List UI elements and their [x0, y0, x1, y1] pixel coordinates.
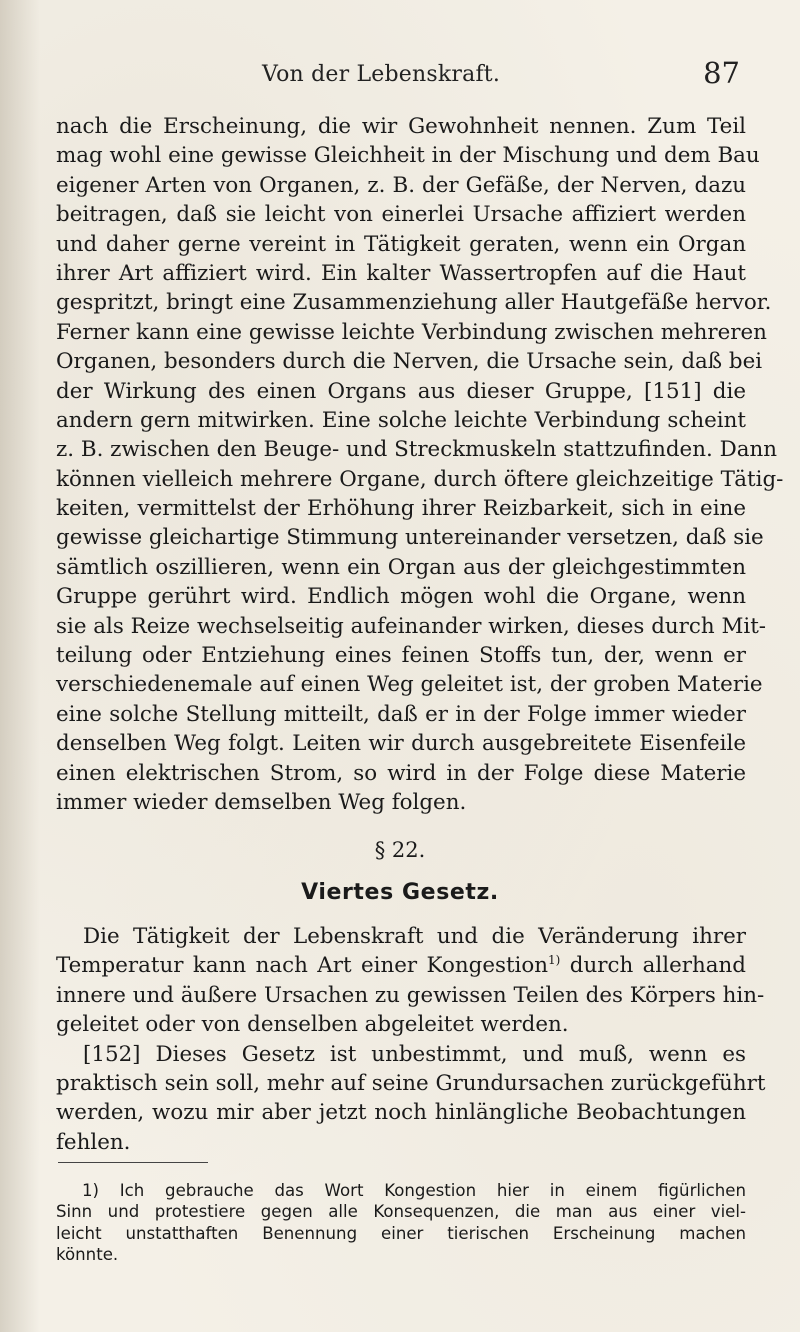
paragraph-continuation	[56, 112, 784, 817]
text-line: ihrer Art affiziert wird. Ein kalter Wassertropfen auf die Haut	[56, 260, 746, 286]
text-line: eigener Arten von Organen, z. B. der Gefäße, der Nerven, dazu	[56, 172, 746, 198]
text-line: Ferner kann eine gewisse leichte Verbindung zwischen mehreren	[56, 319, 767, 345]
footnote-divider	[58, 1162, 208, 1163]
text-line: werden, wozu mir aber jetzt noch hinlängliche Beobachtungen	[56, 1100, 746, 1126]
text-line: Organen, besonders durch die Nerven, die Ursache sein, daß bei	[56, 349, 763, 375]
running-head-title: Von der Lebenskraft.	[262, 62, 501, 87]
section-title: Viertes Gesetz.	[301, 880, 499, 905]
footnote	[56, 1180, 746, 1266]
text-line: sie als Reize wechselseitig aufeinander wirken, dieses durch Mit-	[56, 613, 767, 639]
text-line: Gruppe gerührt wird. Endlich mögen wohl die Organe, wenn	[56, 584, 746, 610]
text-line: beitragen, daß sie leicht von einerlei Ursache affiziert werden	[56, 202, 746, 228]
text-fragment: durch allerhand	[560, 953, 746, 979]
text-line: sämtlich oszillieren, wenn ein Organ aus der gleichgestimmten	[56, 554, 746, 580]
text-line: und daher gerne vereint in Tätigkeit geraten, wenn ein Organ	[56, 231, 746, 257]
text-line: gewisse gleichartige Stimmung untereinander versetzen, daß sie	[56, 525, 764, 551]
footnote-reference[interactable]: 1)	[548, 953, 561, 968]
text-line: immer wieder demselben Weg folgen.	[56, 789, 467, 815]
text-line: geleitet oder von denselben abgeleitet werden.	[56, 1012, 569, 1038]
text-line: praktisch sein soll, mehr auf seine Grundursachen zurückgeführt	[56, 1070, 766, 1096]
footnote-line: Sinn und protestiere gegen alle Konsequenzen, die man aus einer viel-	[56, 1202, 746, 1222]
text-line: andern gern mitwirken. Eine solche leichte Verbindung scheint	[56, 407, 746, 433]
text-line: können vielleich mehrere Organe, durch öftere gleichzeitige Tätig-	[56, 466, 784, 492]
text-line: mag wohl eine gewisse Gleichheit in der Mischung und dem Bau	[56, 143, 760, 169]
text-line: innere und äußere Ursachen zu gewissen Teilen des Körpers hin-	[56, 982, 765, 1008]
text-line: z. B. zwischen den Beuge- und Streckmuskeln stattzufinden. Dann	[56, 437, 778, 463]
footnote-line: könnte.	[56, 1245, 119, 1265]
running-head	[60, 56, 740, 102]
text-line: gespritzt, bringt eine Zusammenziehung aller Hautgefäße hervor.	[56, 290, 772, 316]
text-line: eine solche Stellung mitteilt, daß er in der Folge immer wieder	[56, 701, 746, 727]
text-line: [152] Dieses Gesetz ist unbestimmt, und muß, wenn es	[83, 1041, 746, 1067]
footnote-line: 1) Ich gebrauche das Wort Kongestion hier in einem figürlichen	[82, 1181, 746, 1200]
text-line: einen elektrischen Strom, so wird in der Folge diese Materie	[56, 760, 746, 786]
footnote-line: leicht unstatthaften Benennung einer tierischen Erscheinung machen	[56, 1223, 746, 1243]
text-line: nach die Erscheinung, die wir Gewohnheit nennen. Zum Teil	[56, 114, 746, 139]
page-number: 87	[703, 56, 740, 90]
text-line: der Wirkung des einen Organs aus dieser Gruppe, [151] die	[56, 378, 746, 404]
paragraph-law	[56, 922, 766, 1157]
text-line: keiten, vermittelst der Erhöhung ihrer Reizbarkeit, sich in eine	[56, 496, 746, 522]
text-line: teilung oder Entziehung eines feinen Stoffs tun, der, wenn er	[56, 643, 746, 669]
text-line-with-footnote	[56, 951, 746, 980]
text-line: denselben Weg folgt. Leiten wir durch ausgebreitete Eisenfeile	[56, 731, 746, 757]
section-number: § 22.	[374, 838, 426, 862]
text-line: Die Tätigkeit der Lebenskraft und die Veränderung ihrer	[83, 924, 746, 949]
text-line: verschiedenemale auf einen Weg geleitet ist, der groben Materie	[56, 672, 763, 698]
text-fragment: Temperatur kann nach Art einer Kongestion	[56, 953, 549, 979]
text-line: fehlen.	[56, 1129, 131, 1155]
